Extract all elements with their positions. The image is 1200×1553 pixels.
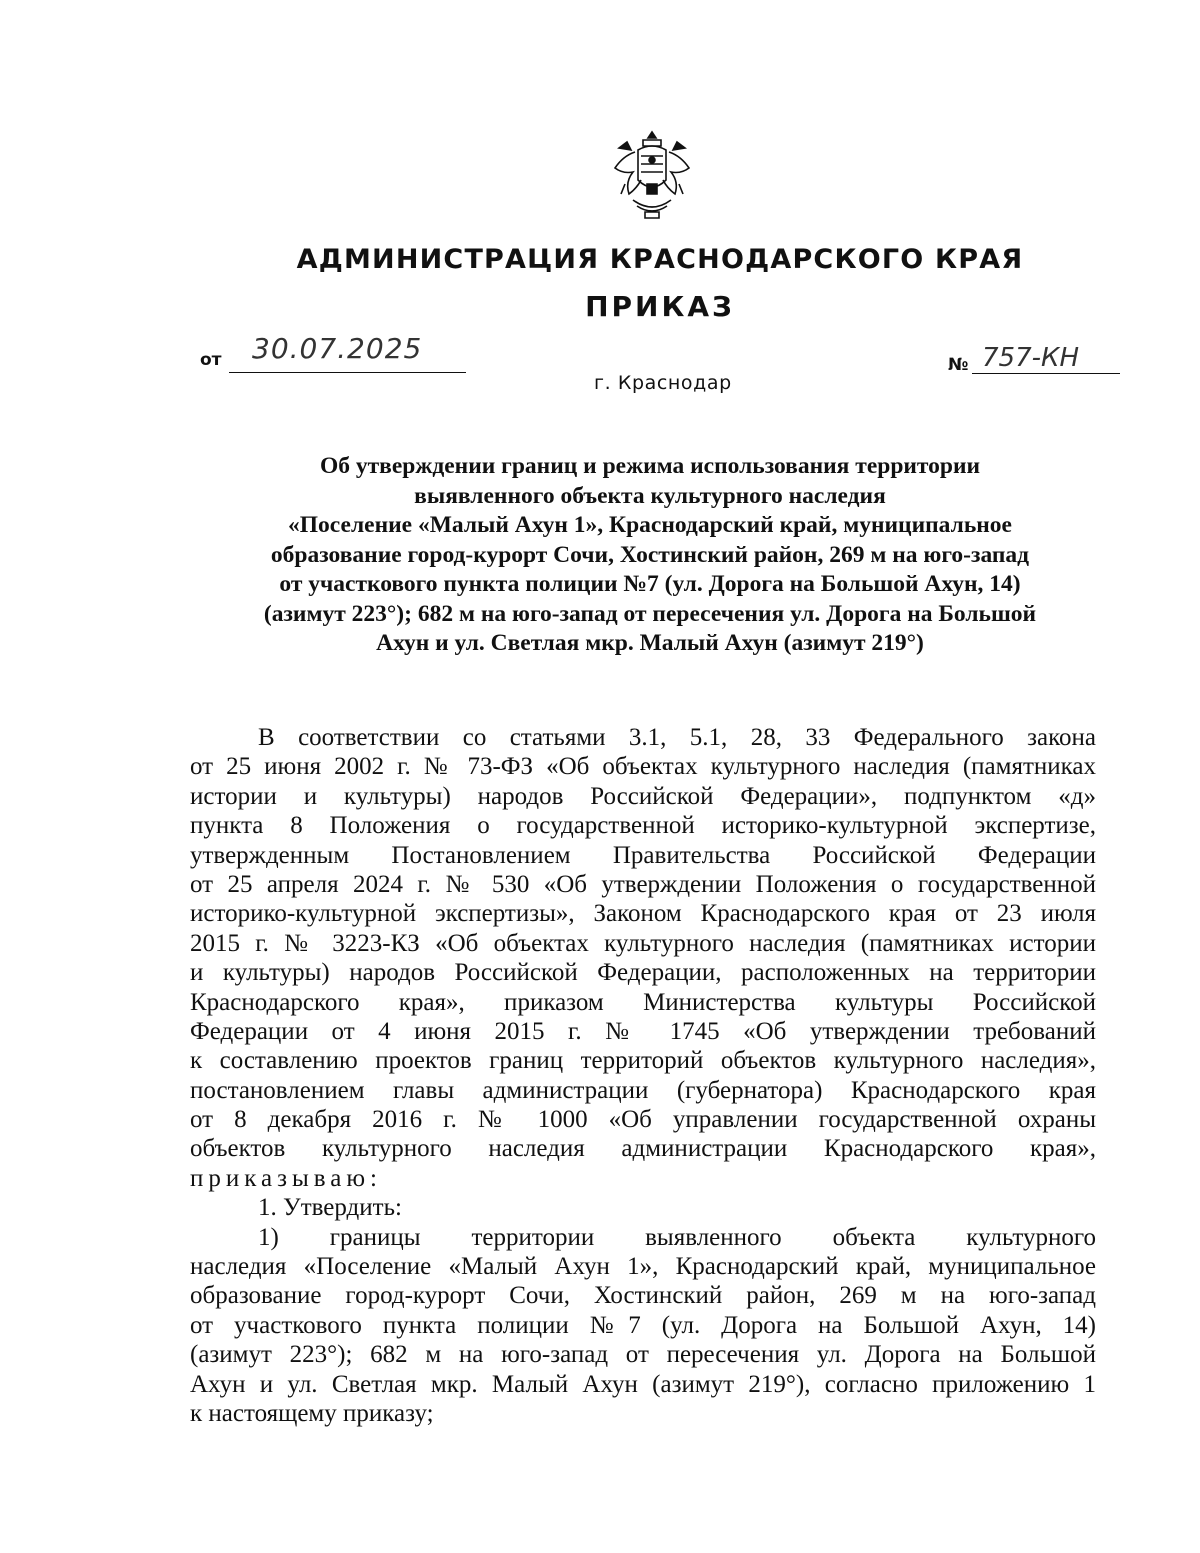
body-line: пункта 8 Положения о государственной историко-культурной экспертизе, xyxy=(190,812,1096,840)
body-line: утвержденным Постановлением Правительства Российской Федерации xyxy=(190,841,1096,869)
body-line: 2015 г. № 3223-КЗ «Об объектах культурного наследия (памятниках истории xyxy=(190,929,1096,957)
body-line: В соответствии со статьями 3.1, 5.1, 28, 33 Федерального закона xyxy=(258,724,1096,751)
date-value: 30.07.2025 xyxy=(252,332,423,365)
date-label: от xyxy=(200,350,222,370)
item-1: 1. Утвердить: xyxy=(258,1194,402,1222)
subitem-line: к настоящему приказу; xyxy=(190,1399,434,1427)
body-line: от 25 апреля 2024 г. № 530 «Об утверждении Положения о государственной xyxy=(190,870,1096,898)
city: г. Краснодар xyxy=(594,372,732,394)
subitem-line: Ахун и ул. Светлая мкр. Малый Ахун (азимут 219°), согласно приложению 1 xyxy=(190,1370,1096,1398)
subitem-line: наследия «Поселение «Малый Ахун 1», Краснодарский край, муниципальное xyxy=(190,1253,1096,1281)
body-line: историко-культурной экспертизы», Законом Краснодарского края от 23 июля xyxy=(190,900,1096,928)
body-line: к составлению проектов границ территорий объектов культурного наследия», xyxy=(190,1047,1096,1075)
body-line: Федерации от 4 июня 2015 г. № 1745 «Об утверждении требований xyxy=(190,1017,1096,1045)
coat-of-arms-emblem xyxy=(605,128,699,224)
title-line: Ахун и ул. Светлая мкр. Малый Ахун (азимут 219°) xyxy=(376,630,924,656)
order-title xyxy=(200,452,1100,659)
subitem-line: (азимут 223°); 682 м на юго-запад от пересечения ул. Дорога на Большой xyxy=(190,1341,1096,1369)
title-line: «Поселение «Малый Ахун 1», Краснодарский край, муниципальное xyxy=(288,512,1012,538)
title-line: (азимут 223°); 682 м на юго-запад от пересечения ул. Дорога на Большой xyxy=(263,600,1037,627)
order-word: приказываю: xyxy=(190,1164,382,1192)
number-value: 757-КН xyxy=(982,343,1080,373)
subitem-line: образование город-курорт Сочи, Хостинский район, 269 м на юго-запад xyxy=(190,1282,1096,1310)
body-line: постановлением главы администрации (губернатора) Краснодарского края xyxy=(190,1076,1096,1104)
title-line: Об утверждении границ и режима использования территории xyxy=(319,453,981,479)
body-line: от 25 июня 2002 г. № 73-ФЗ «Об объектах культурного наследия (памятниках xyxy=(190,753,1096,781)
date-underline xyxy=(229,372,466,373)
order-body xyxy=(190,723,1096,1428)
title-line: выявленного объекта культурного наследия xyxy=(414,482,886,509)
body-line: Краснодарского края», приказом Министерства культуры Российской xyxy=(190,988,1096,1016)
title-line: образование город-курорт Сочи, Хостинский район, 269 м на юго-запад xyxy=(270,541,1030,568)
organization-name: АДМИНИСТРАЦИЯ КРАСНОДАРСКОГО КРАЯ xyxy=(296,244,1024,275)
body-line: и культуры) народов Российской Федерации, расположенных на территории xyxy=(190,959,1096,987)
body-line: истории и культуры) народов Российской Федерации», подпунктом «д» xyxy=(190,782,1096,810)
title-line: от участкового пункта полиции №7 (ул. Дорога на Большой Ахун, 14) xyxy=(279,571,1021,597)
body-line: от 8 декабря 2016 г. № 1000 «Об управлении государственной охраны xyxy=(190,1106,1096,1134)
document-type: ПРИКАЗ xyxy=(585,290,735,323)
number-underline xyxy=(972,373,1120,374)
body-line: объектов культурного наследия администрации Краснодарского края», xyxy=(190,1135,1096,1163)
number-label: № xyxy=(948,355,969,375)
subitem-line: 1) границы территории выявленного объекта культурного xyxy=(258,1223,1096,1251)
subitem-line: от участкового пункта полиции №7 (ул. Дорога на Большой Ахун, 14) xyxy=(190,1311,1096,1339)
